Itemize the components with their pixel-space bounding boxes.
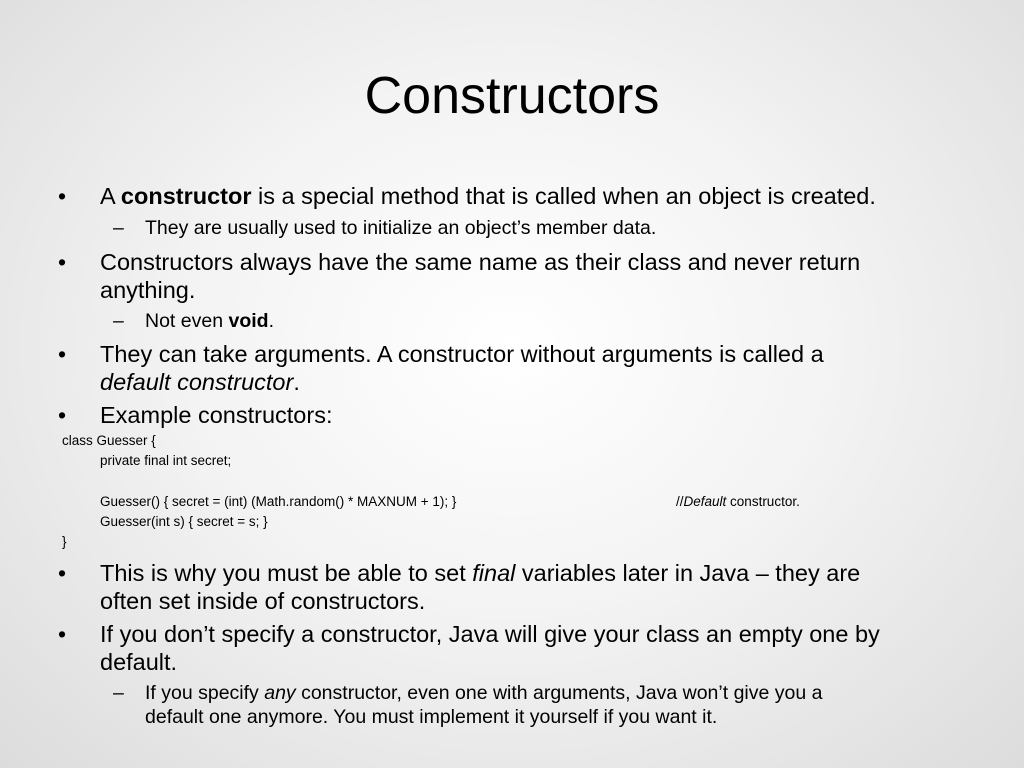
- sub-bullet-initialize: – They are usually used to initialize an object’s member data.: [113, 217, 657, 239]
- bullet-icon: •: [58, 341, 67, 367]
- slide-title: Constructors: [364, 67, 660, 125]
- code-line-default-ctor: Guesser() { secret = (int) (Math.random() * MAXNUM + 1); }: [100, 494, 457, 509]
- bullet-final-variables: • This is why you must be able to set final variables later in Java – they are often set inside of constructors.: [58, 560, 861, 614]
- italic-term: default constructor: [100, 369, 294, 395]
- bullet-icon: •: [58, 621, 67, 647]
- bullet-constructor-definition: • A constructor is a special method that is called when an object is created.: [58, 183, 876, 209]
- bullet-same-name: • Constructors always have the same name as their class and never return anything.: [58, 249, 861, 303]
- dash-icon: –: [113, 217, 124, 239]
- code-line-close: }: [62, 534, 67, 549]
- bullet-default-given: • If you don’t specify a constructor, Java will give your class an empty one by default.: [58, 621, 880, 675]
- bullet-icon: •: [58, 249, 67, 275]
- dash-icon: –: [113, 310, 124, 332]
- bullet-icon: •: [58, 402, 67, 428]
- bullet-example: • Example constructors:: [58, 402, 333, 428]
- code-line-param-ctor: Guesser(int s) { secret = s; }: [100, 514, 268, 529]
- bold-term: constructor: [120, 183, 252, 209]
- code-line-class: class Guesser {: [62, 433, 156, 448]
- sub-bullet-not-void: – Not even void.: [113, 310, 274, 332]
- bullet-icon: •: [58, 183, 67, 209]
- dash-icon: –: [113, 682, 124, 704]
- bullet-icon: •: [58, 560, 67, 586]
- code-line-field: private final int secret;: [100, 453, 232, 468]
- italic-term: any: [264, 682, 296, 704]
- bold-term: void: [228, 310, 269, 332]
- italic-term: final: [472, 560, 516, 586]
- bullet-arguments: • They can take arguments. A constructor without arguments is called a default constructor.: [58, 341, 824, 395]
- code-comment: //Default constructor.: [676, 494, 800, 509]
- sub-bullet-any-constructor: – If you specify any constructor, even one with arguments, Java won’t give you a default one anymore. You must implement it yourself if you want it.: [113, 682, 823, 728]
